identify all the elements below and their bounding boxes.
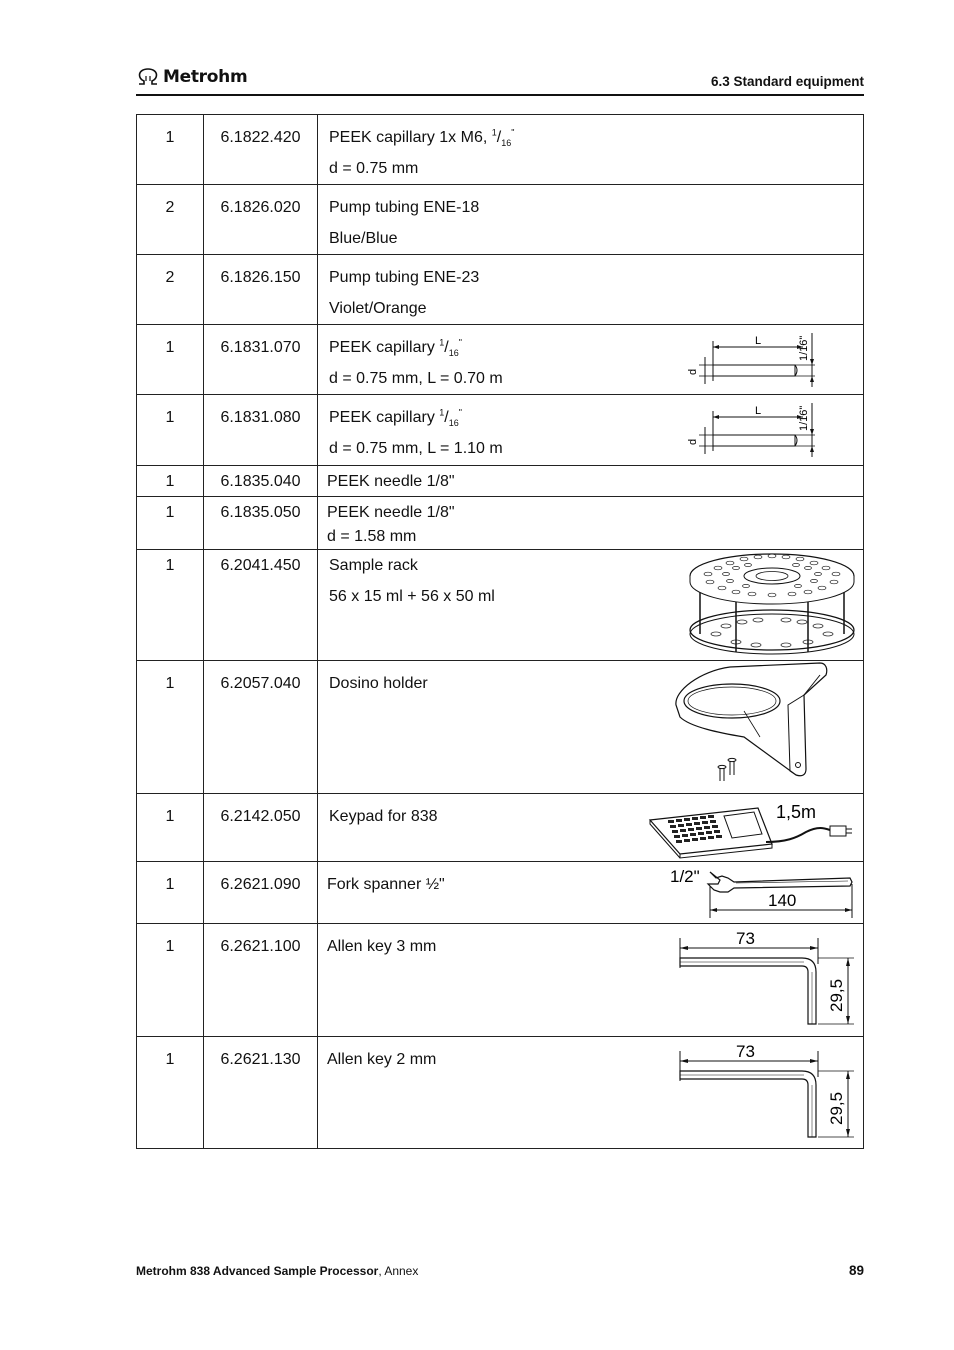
desc-cell bbox=[318, 255, 864, 325]
table-row bbox=[137, 115, 864, 185]
desc-line1: Pump tubing ENE-18 bbox=[329, 199, 480, 216]
frac-den: 16 bbox=[448, 348, 459, 359]
qty-value: 1 bbox=[165, 129, 175, 146]
frac-num: 1 bbox=[439, 337, 445, 348]
order-code: 6.2057.040 bbox=[220, 675, 301, 692]
desc-line2: d = 0.75 mm bbox=[329, 160, 419, 177]
table-row bbox=[137, 185, 864, 255]
description bbox=[318, 497, 863, 548]
desc-cell bbox=[318, 862, 864, 924]
fork-spanner-drawing bbox=[666, 866, 856, 920]
allen-key-drawing bbox=[676, 928, 856, 1032]
desc-line2: 56 x 15 ml + 56 x 50 ml bbox=[329, 588, 495, 605]
desc-line2: Violet/Orange bbox=[329, 300, 427, 317]
desc-line1: Allen key 2 mm bbox=[327, 1051, 437, 1068]
cable-length-label: 1,5m bbox=[776, 802, 817, 822]
frac-num: 1 bbox=[491, 127, 497, 138]
d-label: d bbox=[687, 438, 699, 445]
desc-line1: PEEK capillary bbox=[329, 339, 440, 356]
qty-value: 1 bbox=[165, 938, 175, 955]
qty-value: 1 bbox=[165, 339, 175, 356]
order-code: 6.1822.420 bbox=[220, 129, 301, 146]
desc-line1: Allen key 3 mm bbox=[327, 938, 437, 955]
desc-cell bbox=[318, 661, 864, 794]
code-cell bbox=[204, 862, 318, 924]
order-code: 6.2621.100 bbox=[220, 938, 301, 955]
desc-cell bbox=[318, 466, 864, 497]
short-leg-label: 29,5 bbox=[827, 1091, 846, 1125]
code-cell bbox=[204, 115, 318, 185]
short-leg-label: 29,5 bbox=[827, 978, 846, 1012]
order-code: 6.2041.450 bbox=[220, 557, 301, 574]
table-row bbox=[137, 924, 864, 1037]
qty-value: 1 bbox=[165, 675, 175, 692]
table-row bbox=[137, 497, 864, 550]
spanner-size-label: 1/2" bbox=[670, 867, 700, 886]
allen-key-drawing bbox=[676, 1041, 856, 1145]
section-title: 6.3 Standard equipment bbox=[710, 74, 864, 89]
desc-line1: Pump tubing ENE-23 bbox=[329, 269, 480, 286]
qty-cell bbox=[137, 395, 204, 466]
code-cell bbox=[204, 185, 318, 255]
qty-value: 1 bbox=[165, 409, 175, 426]
capillary-drawing bbox=[683, 399, 828, 461]
table-row bbox=[137, 1037, 864, 1149]
diameter-label: 1/16" bbox=[798, 405, 810, 431]
qty-cell bbox=[137, 1037, 204, 1149]
code-cell bbox=[204, 497, 318, 550]
dosino-holder-drawing bbox=[670, 661, 835, 791]
footer-title: Metrohm 838 Advanced Sample Processor bbox=[136, 1264, 379, 1278]
qty-value: 1 bbox=[165, 504, 175, 521]
long-leg-label: 73 bbox=[736, 929, 755, 948]
order-code: 6.2142.050 bbox=[220, 808, 301, 825]
qty-cell bbox=[137, 862, 204, 924]
sample-rack-drawing bbox=[686, 550, 861, 658]
desc-line1: Sample rack bbox=[329, 557, 418, 574]
order-code: 6.1826.150 bbox=[220, 269, 301, 286]
code-cell bbox=[204, 255, 318, 325]
description: PEEK capillary 1x M6, $^1/_{16}^"$ d = 0.75 mm bbox=[318, 115, 863, 184]
qty-cell bbox=[137, 794, 204, 862]
code-cell bbox=[204, 395, 318, 466]
code-cell bbox=[204, 466, 318, 497]
code-cell bbox=[204, 325, 318, 395]
qty-cell bbox=[137, 661, 204, 794]
frac-suffix: " bbox=[458, 337, 462, 348]
code-cell bbox=[204, 661, 318, 794]
qty-value: 1 bbox=[165, 473, 175, 490]
desc-line1: PEEK needle 1/8" bbox=[327, 504, 455, 521]
d-label: d bbox=[687, 368, 699, 375]
desc-line1: Dosino holder bbox=[329, 675, 428, 692]
metrohm-logo bbox=[136, 67, 247, 87]
qty-cell bbox=[137, 924, 204, 1037]
desc-cell bbox=[318, 395, 864, 466]
code-cell bbox=[204, 924, 318, 1037]
footer-subtitle: , Annex bbox=[378, 1264, 419, 1278]
qty-cell bbox=[137, 115, 204, 185]
qty-value: 1 bbox=[165, 808, 175, 825]
table-row bbox=[137, 466, 864, 497]
desc-line2: d = 0.75 mm, L = 0.70 m bbox=[329, 370, 503, 387]
length-label: L bbox=[755, 335, 762, 347]
desc-line2: Blue/Blue bbox=[329, 230, 398, 247]
desc-line2: d = 0.75 mm, L = 1.10 m bbox=[329, 440, 503, 457]
table-row bbox=[137, 325, 864, 395]
qty-value: 2 bbox=[165, 269, 175, 286]
desc-cell bbox=[318, 794, 864, 862]
order-code: 6.2621.090 bbox=[220, 876, 301, 893]
desc-line1: PEEK capillary bbox=[329, 409, 440, 426]
table-row bbox=[137, 255, 864, 325]
qty-cell bbox=[137, 325, 204, 395]
description bbox=[318, 466, 863, 495]
qty-cell bbox=[137, 497, 204, 550]
code-cell bbox=[204, 550, 318, 661]
code-cell bbox=[204, 1037, 318, 1149]
table-row bbox=[137, 794, 864, 862]
desc-cell bbox=[318, 185, 864, 255]
description: PEEK capillary $^1/_{16}^"$ d = 0.75 mm, L = 0.70 m bbox=[318, 325, 863, 394]
spanner-length-label: 140 bbox=[768, 891, 797, 910]
table-row bbox=[137, 550, 864, 661]
table-row bbox=[137, 395, 864, 466]
desc-cell bbox=[318, 497, 864, 550]
page-footer bbox=[136, 1264, 864, 1278]
logo-text: Metrohm bbox=[163, 67, 248, 87]
qty-cell bbox=[137, 185, 204, 255]
desc-cell bbox=[318, 924, 864, 1037]
description bbox=[318, 255, 863, 324]
table-row bbox=[137, 862, 864, 924]
order-code: 6.1826.020 bbox=[220, 199, 301, 216]
qty-value: 2 bbox=[165, 199, 175, 216]
order-code: 6.1831.080 bbox=[220, 409, 301, 426]
diameter-label: 1/16" bbox=[798, 335, 810, 361]
qty-value: 1 bbox=[165, 876, 175, 893]
length-label: L bbox=[755, 405, 762, 417]
keypad-drawing bbox=[646, 798, 861, 860]
qty-cell bbox=[137, 550, 204, 661]
frac-num: 1 bbox=[439, 407, 445, 418]
desc-line1: Fork spanner ½" bbox=[327, 876, 445, 893]
code-cell bbox=[204, 794, 318, 862]
description bbox=[318, 185, 863, 254]
desc-cell bbox=[318, 550, 864, 661]
qty-cell bbox=[137, 466, 204, 497]
desc-line1: PEEK needle 1/8" bbox=[327, 473, 455, 490]
frac-suffix: " bbox=[511, 127, 515, 138]
page-header bbox=[136, 66, 864, 96]
order-code: 6.1835.050 bbox=[220, 504, 301, 521]
desc-line1: Keypad for 838 bbox=[329, 808, 438, 825]
description: PEEK capillary $^1/_{16}^"$ d = 0.75 mm, L = 1.10 m bbox=[318, 395, 863, 464]
order-code: 6.2621.130 bbox=[220, 1051, 301, 1068]
desc-line1: PEEK capillary 1x M6, bbox=[329, 129, 492, 146]
order-code: 6.1831.070 bbox=[220, 339, 301, 356]
frac-den: 16 bbox=[501, 138, 512, 149]
desc-line2: d = 1.58 mm bbox=[327, 528, 417, 545]
table-row bbox=[137, 661, 864, 794]
long-leg-label: 73 bbox=[736, 1042, 755, 1061]
desc-cell bbox=[318, 1037, 864, 1149]
desc-cell bbox=[318, 325, 864, 395]
order-code: 6.1835.040 bbox=[220, 473, 301, 490]
page-number: 89 bbox=[848, 1263, 864, 1278]
qty-value: 1 bbox=[165, 1051, 175, 1068]
frac-den: 16 bbox=[448, 418, 459, 429]
desc-cell bbox=[318, 115, 864, 185]
qty-value: 1 bbox=[165, 557, 175, 574]
capillary-drawing bbox=[683, 329, 828, 391]
equipment-table bbox=[136, 114, 864, 1149]
omega-icon bbox=[136, 68, 160, 86]
frac-suffix: " bbox=[458, 407, 462, 418]
qty-cell bbox=[137, 255, 204, 325]
